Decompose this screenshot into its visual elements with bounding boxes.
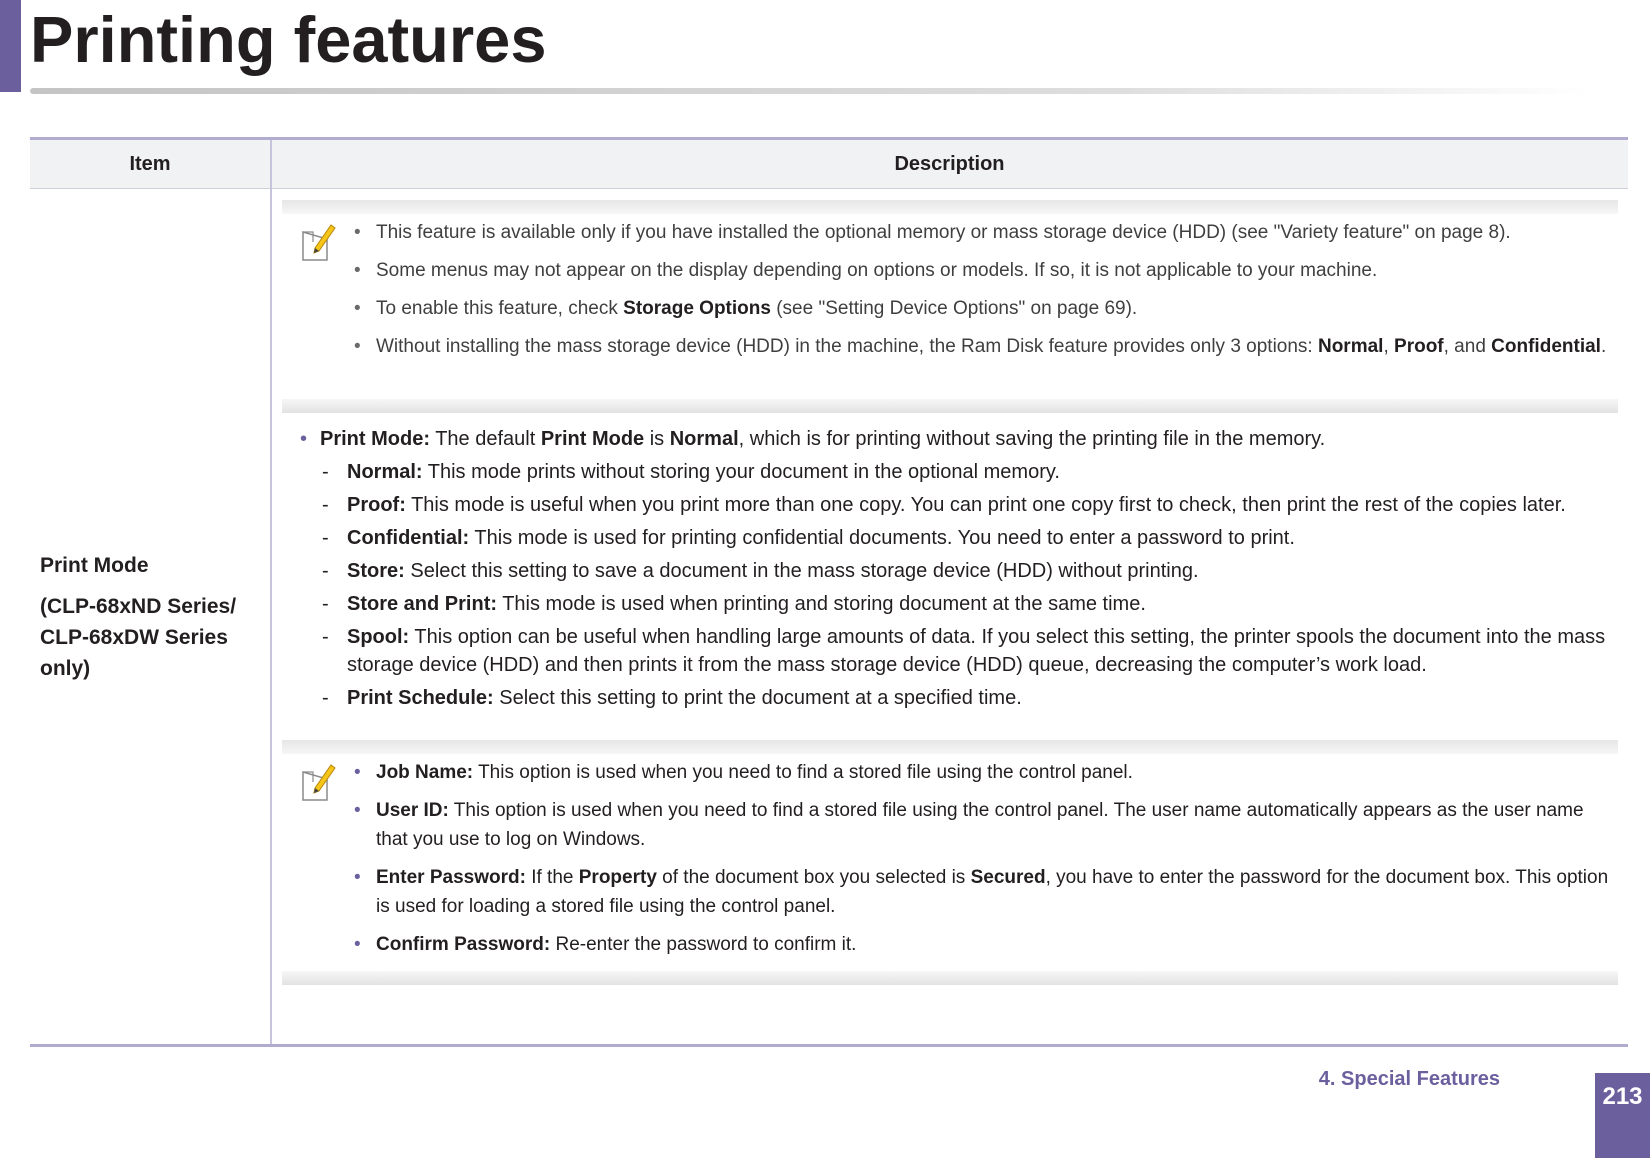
normal-term: Normal [669, 428, 739, 450]
note-text: Without installing the mass storage device (HDD) in the machine, the Ram Disk feature provides only 3 options: [376, 336, 1318, 357]
page-number: 213 [1595, 1073, 1650, 1158]
item-cell [40, 550, 260, 694]
note-text: of the document box you selected is [656, 867, 971, 888]
note-text: This option is used when you need to find a stored file using the control panel. [473, 762, 1133, 783]
note-text: This feature is available only if you have installed the optional memory or mass storage device (HDD) (see "Variety feature" on page 8). [376, 222, 1511, 243]
list-item [350, 930, 1618, 959]
proof-term: Proof [1394, 336, 1444, 357]
option-label: Normal: [347, 461, 423, 483]
list-item [300, 491, 1615, 519]
list-item [350, 863, 1618, 921]
note-text: , [1383, 336, 1395, 357]
option-text: This mode prints without storing your document in the optional memory. [422, 461, 1060, 483]
list-item [350, 256, 1618, 285]
body-text: , which is for printing without saving the printing file in the memory. [738, 428, 1326, 450]
note-pencil-icon [300, 222, 336, 262]
list-item [300, 524, 1615, 552]
storage-options-term: Storage Options [623, 298, 771, 319]
print-mode-label: Print Mode: [320, 428, 430, 450]
secured-term: Secured [970, 867, 1046, 888]
body-text: is [644, 428, 670, 450]
option-label: Print Schedule: [347, 687, 494, 709]
confidential-term: Confidential [1491, 336, 1601, 357]
note-text: Some menus may not appear on the display depending on options or models. If so, it is not applicable to your machine. [376, 260, 1378, 281]
note-text: Re-enter the password to confirm it. [550, 934, 857, 955]
header-description: Description [894, 153, 1005, 175]
list-item [300, 623, 1615, 679]
job-name-label: Job Name: [376, 762, 474, 783]
body-text: The default [430, 428, 541, 450]
note-text: , and [1443, 336, 1492, 357]
normal-term: Normal [1317, 336, 1384, 357]
option-text: This mode is used for printing confidential documents. You need to enter a password to print. [469, 527, 1295, 549]
print-mode-description [300, 425, 1615, 717]
option-label: Store and Print: [347, 593, 498, 615]
title-accent-bar [0, 0, 21, 92]
note-text: (see "Setting Device Options" on page 69). [770, 298, 1138, 319]
option-text: This option can be useful when handling large amounts of data. If you select this setting, the printer spools the document into the mass storage device (HDD) and then prints it from the mass storage device (HDD) queue, decreasing the computer’s work load. [347, 626, 1606, 676]
note-text: To enable this feature, check [376, 298, 624, 319]
note-list-2 [350, 758, 1618, 968]
list-item [300, 557, 1615, 585]
note-text: . [1600, 336, 1607, 357]
property-term: Property [578, 867, 657, 888]
list-item [300, 684, 1615, 712]
note-bottom-bar [282, 971, 1618, 985]
footer-section-label: 4. Special Features [1318, 1068, 1500, 1090]
option-text: Select this setting to print the document at a specified time. [493, 687, 1022, 709]
confirm-password-label: Confirm Password: [376, 934, 551, 955]
list-item [350, 332, 1618, 361]
user-id-label: User ID: [376, 800, 449, 821]
note-pencil-icon [300, 762, 336, 802]
note-text: This option is used when you need to find a stored file using the control panel. The user name automatically appears as the user name that you use to log on Windows. [376, 800, 1584, 850]
note-bottom-bar [282, 399, 1618, 413]
note-box-1 [282, 200, 1618, 413]
note-list-1 [350, 218, 1618, 370]
option-text: This mode is used when printing and storing document at the same time. [497, 593, 1146, 615]
item-name: Print Mode [40, 554, 149, 577]
option-label: Proof: [347, 494, 406, 516]
note-text: , you have to enter the password for the document box. This option is used for loading a stored file using the control panel. [376, 867, 1609, 917]
option-label: Spool: [347, 626, 410, 648]
option-label: Store: [347, 560, 405, 582]
list-item [350, 218, 1618, 247]
list-item [300, 425, 1615, 453]
page-title: Printing features [30, 3, 547, 76]
option-label: Confidential: [347, 527, 470, 549]
option-text: This mode is useful when you print more than one copy. You can print one copy first to check, then print the rest of the copies later. [405, 494, 1566, 516]
print-mode-term: Print Mode [540, 428, 645, 450]
note-top-bar [282, 740, 1618, 754]
header-item: Item [129, 153, 171, 175]
list-item [350, 758, 1618, 787]
option-text: Select this setting to save a document in the mass storage device (HDD) without printing. [404, 560, 1199, 582]
feature-table [30, 137, 1628, 1047]
item-scope: (CLP-68xND Series/ CLP-68xDW Series only) [40, 595, 237, 680]
list-item [350, 796, 1618, 854]
list-item [300, 458, 1615, 486]
note-text: If the [525, 867, 579, 888]
enter-password-label: Enter Password: [376, 867, 526, 888]
list-item [300, 590, 1615, 618]
list-item [350, 294, 1618, 323]
title-divider [30, 88, 1590, 94]
note-box-2 [282, 740, 1618, 985]
mode-options-list [300, 458, 1615, 712]
note-top-bar [282, 200, 1618, 214]
column-divider [270, 140, 272, 1044]
